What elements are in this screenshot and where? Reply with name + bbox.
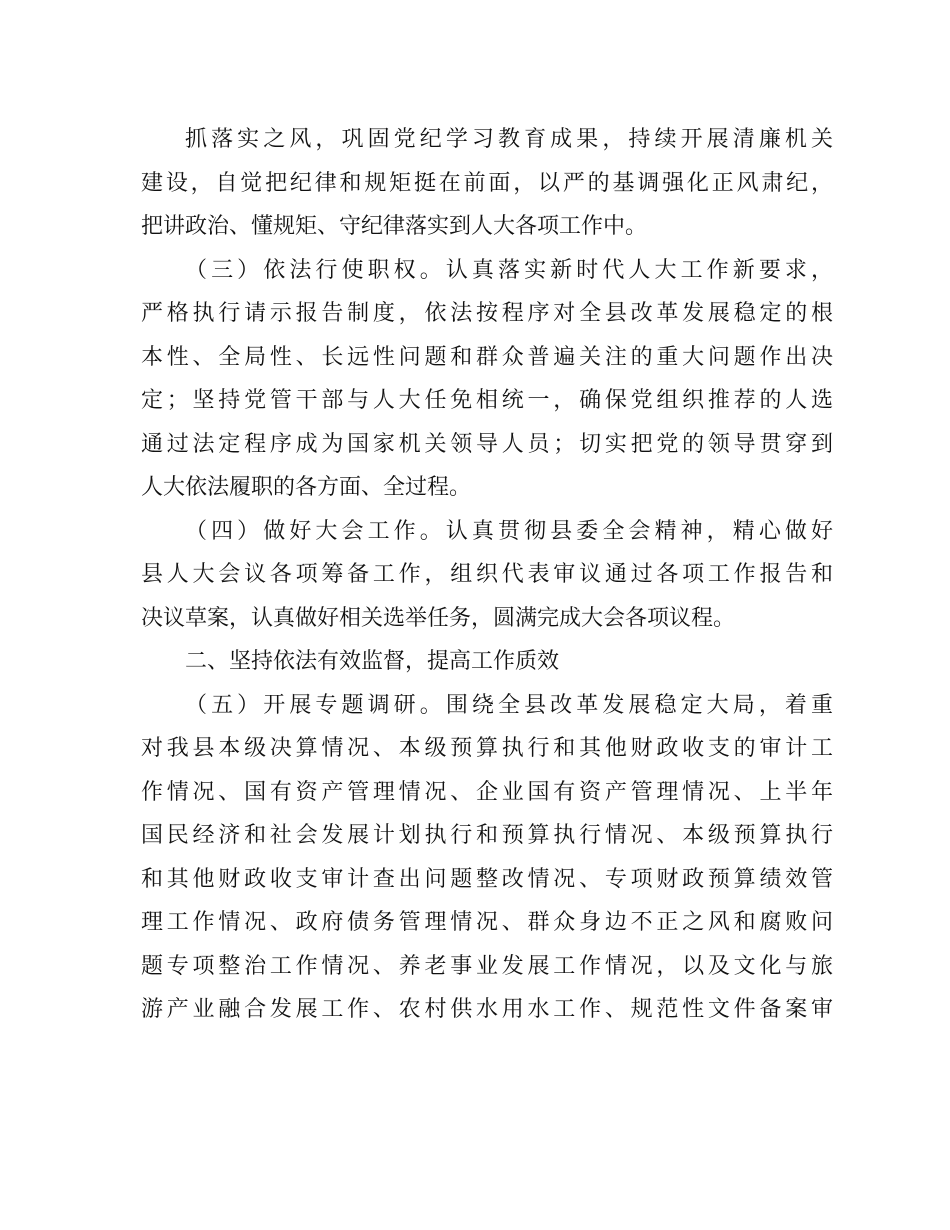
document-body [141, 118, 833, 1032]
text-line: 建设，自觉把纪律和规矩挺在前面，以严的基调强化正风肃纪， [141, 170, 833, 196]
section-heading: 二、坚持依法有效监督，提高工作质效 [185, 649, 560, 674]
text-line: 对我县本级决算情况、本级预算执行和其他财政收支的审计工 [141, 736, 833, 761]
paragraph-section-5 [141, 684, 833, 1032]
heading-part-2 [141, 640, 833, 684]
paragraph-section-4 [141, 510, 833, 641]
text-line: 题专项整治工作情况、养老事业发展工作情况，以及文化与旅 [141, 953, 833, 979]
text-line: （三）依法行使职权。认真落实新时代人大工作新要求， [185, 257, 833, 283]
text-line: （五）开展专题调研。围绕全县改革发展稳定大局，着重 [185, 692, 833, 718]
text-line: 作情况、国有资产管理情况、企业国有资产管理情况、上半年 [141, 779, 833, 805]
text-line: 严格执行请示报告制度，依法按程序对全县改革发展稳定的根 [141, 301, 833, 326]
text-line: 抓落实之风，巩固党纪学习教育成果，持续开展清廉机关 [185, 127, 833, 152]
text-line: 本性、全局性、长远性问题和群众普遍关注的重大问题作出决 [141, 344, 833, 370]
text-line: 通过法定程序成为国家机关领导人员；切实把党的领导贯穿到 [141, 431, 833, 457]
text-line: 人大依法履职的各方面、全过程。 [141, 475, 472, 500]
text-line: 游产业融合发展工作、农村供水用水工作、规范性文件备案审 [141, 997, 833, 1022]
text-line: （四）做好大会工作。认真贯彻县委全会精神，精心做好 [185, 518, 833, 544]
text-line: 把讲政治、懂规矩、守纪律落实到人大各项工作中。 [141, 214, 648, 239]
text-line: 理工作情况、政府债务管理情况、群众身边不正之风和腐败问 [141, 910, 833, 935]
text-line: 定；坚持党管干部与人大任免相统一，确保党组织推荐的人选 [141, 388, 833, 413]
text-line: 决议草案，认真做好相关选举任务，圆满完成大会各项议程。 [141, 605, 736, 631]
paragraph-section-3 [141, 249, 833, 510]
text-line: 国民经济和社会发展计划执行和预算执行情况、本级预算执行 [141, 823, 833, 848]
text-line: 和其他财政收支审计查出问题整改情况、专项财政预算绩效管 [141, 866, 833, 892]
paragraph-discipline [141, 118, 833, 249]
text-line: 县人大会议各项筹备工作，组织代表审议通过各项工作报告和 [141, 562, 833, 587]
